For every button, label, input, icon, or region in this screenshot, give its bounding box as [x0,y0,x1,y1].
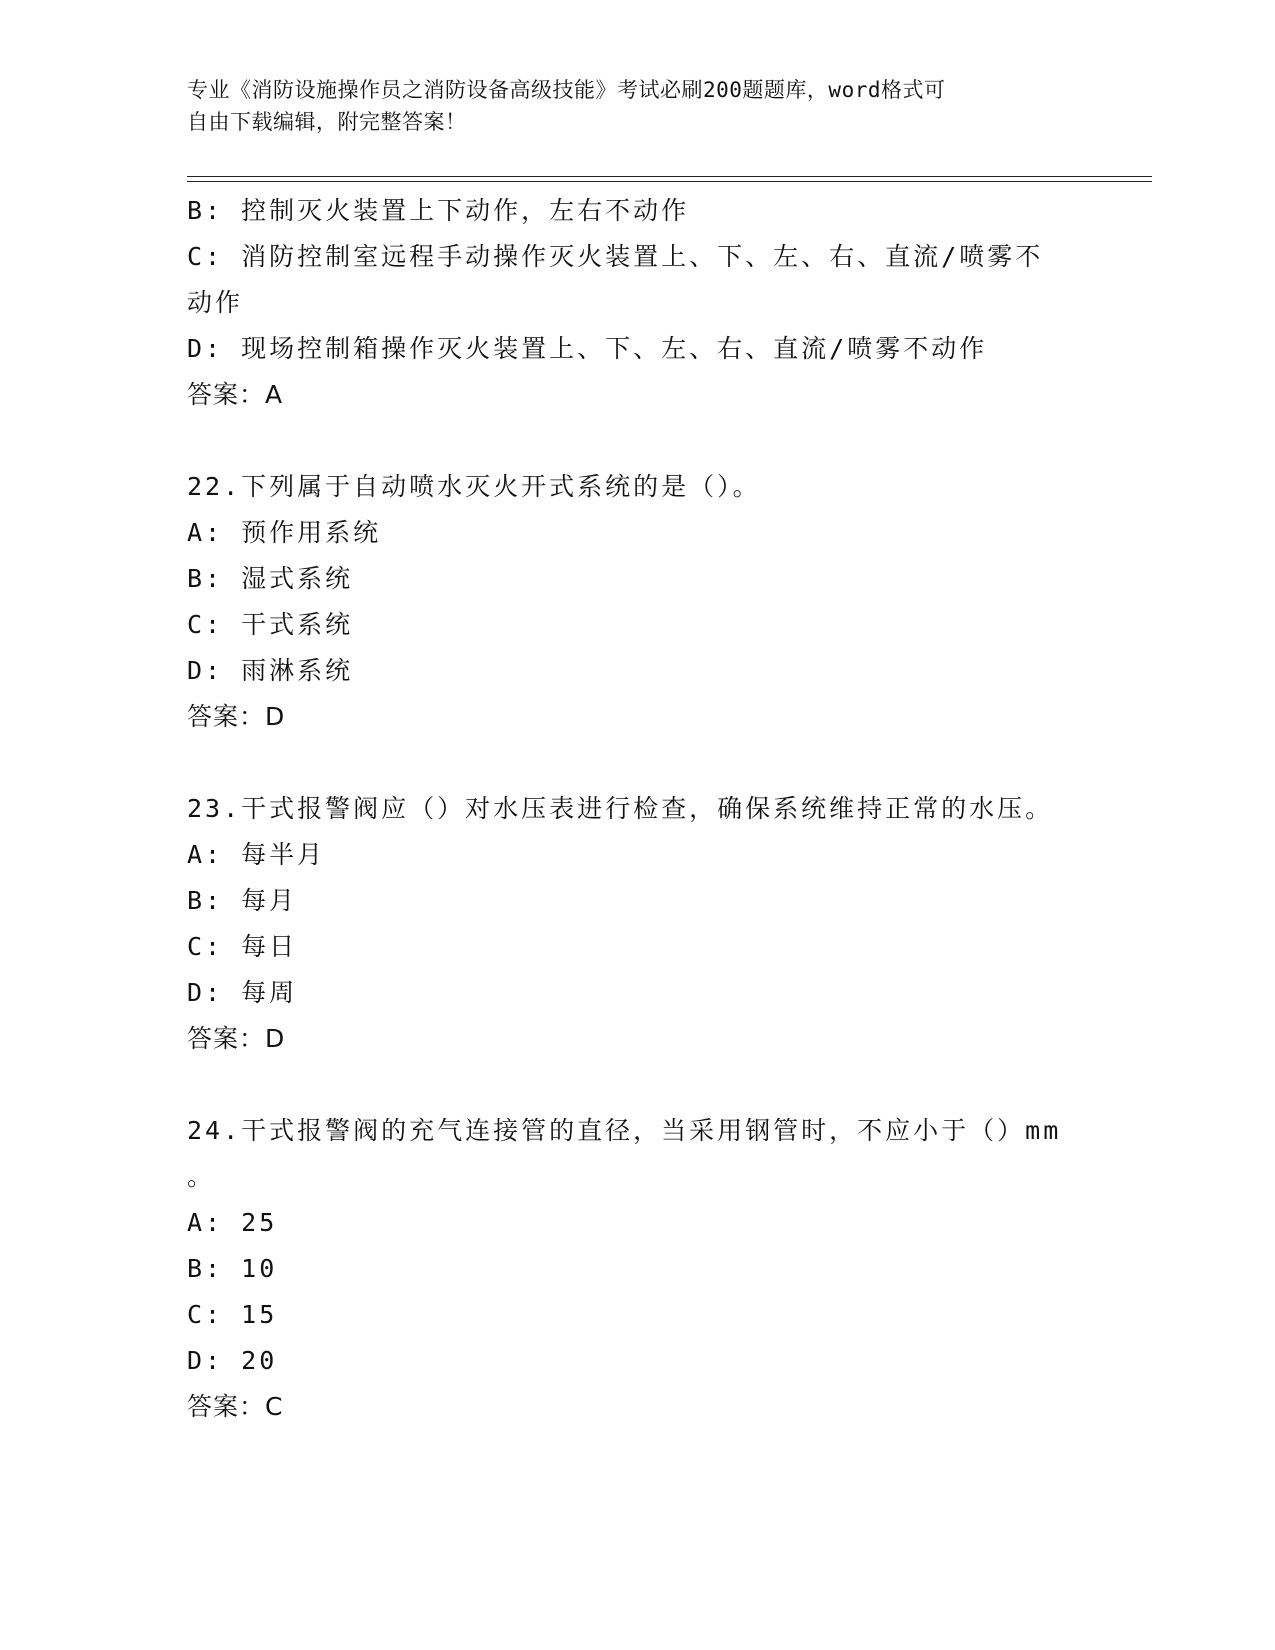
option-d: D: 20 [187,1346,278,1375]
option-c-line-1: C: 消防控制室远程手动操作灭火装置上、下、左、右、直流/喷雾不 [187,242,1044,271]
header-divider-top [187,176,1152,177]
question-list [187,188,1087,1430]
header-divider-bottom [187,181,1152,182]
spacer [187,740,1087,786]
question-stem: 23.干式报警阀应（）对水压表进行检查，确保系统维持正常的水压。 [187,794,1054,823]
spacer [187,418,1087,464]
option-d: D: 雨淋系统 [187,656,354,685]
answer: 答案：D [187,702,286,731]
header-title-line-1: 专业《消防设施操作员之消防设备高级技能》考试必刷200题题库，word格式可 [187,78,946,102]
document-header [187,74,1067,138]
answer: 答案：D [187,1024,286,1053]
option-c: C: 每日 [187,932,298,961]
question-23 [187,786,1087,1062]
option-c-line-2: 动作 [187,288,244,317]
question-24 [187,1108,1087,1430]
option-a: A: 每半月 [187,840,326,869]
option-b: B: 每月 [187,886,298,915]
option-b: B: 10 [187,1254,278,1283]
header-title-line-2: 自由下载编辑，附完整答案！ [187,110,467,134]
option-b: B: 控制灭火装置上下动作，左右不动作 [187,196,690,225]
question-stem: 22.下列属于自动喷水灭火开式系统的是（）。 [187,472,761,501]
spacer [187,1062,1087,1108]
question-22 [187,464,1087,740]
answer: 答案：C [187,1392,284,1421]
answer: 答案：A [187,380,284,409]
option-d: D: 现场控制箱操作灭火装置上、下、左、右、直流/喷雾不动作 [187,334,988,363]
question-21-continued [187,188,1087,418]
option-c: C: 15 [187,1300,278,1329]
question-stem-line-1: 24.干式报警阀的充气连接管的直径，当采用钢管时，不应小于（）mm [187,1116,1062,1145]
option-a: A: 预作用系统 [187,518,382,547]
option-c: C: 干式系统 [187,610,354,639]
option-a: A: 25 [187,1208,278,1237]
option-b: B: 湿式系统 [187,564,354,593]
option-d: D: 每周 [187,978,298,1007]
question-stem-line-2: 。 [187,1162,216,1191]
